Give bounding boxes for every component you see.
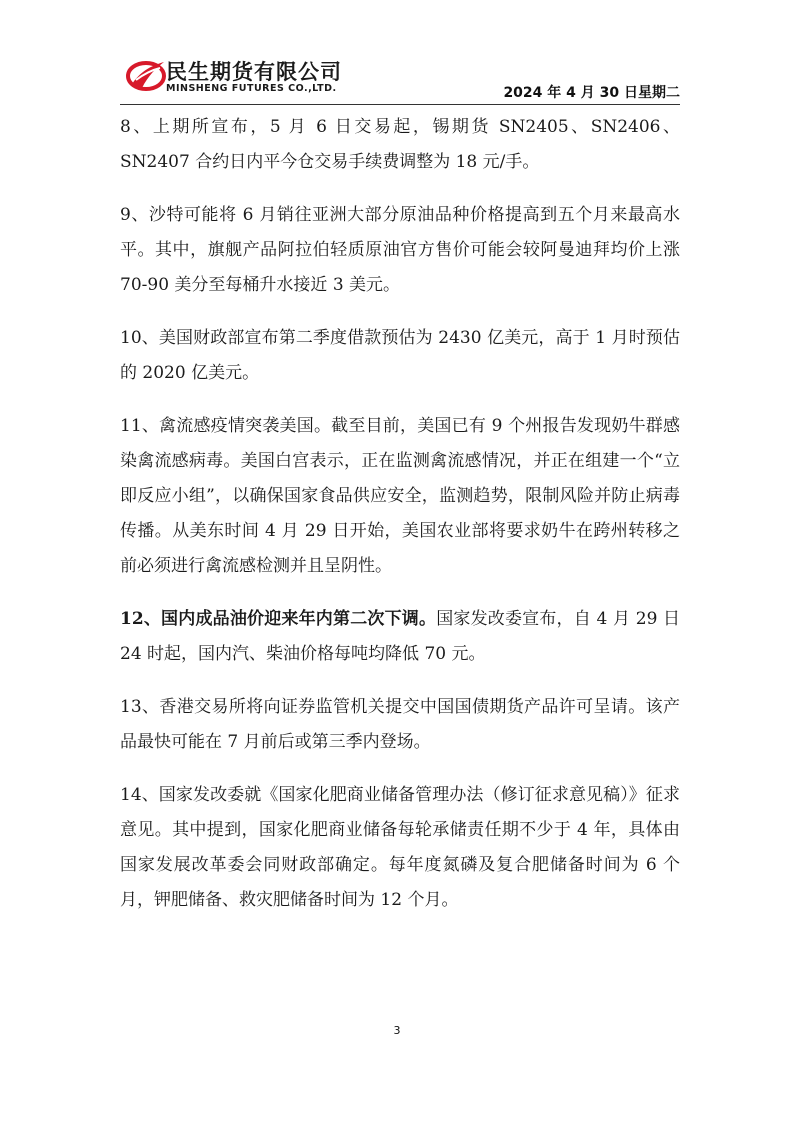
company-name-en: MINSHENG FUTURES CO.,LTD. bbox=[166, 83, 337, 94]
news-list bbox=[120, 110, 680, 936]
news-item-11 bbox=[120, 409, 680, 584]
news-item-13 bbox=[120, 690, 680, 760]
news-text: 13、香港交易所将向证券监管机关提交中国国债期货产品许可呈请。该产品最快可能在 7 月前后或第三季内登场。 bbox=[120, 697, 680, 752]
news-text: 10、美国财政部宣布第二季度借款预估为 2430 亿美元，高于 1 月时预估的 2020 亿美元。 bbox=[120, 328, 680, 383]
news-text: 14、国家发改委就《国家化肥商业储备管理办法（修订征求意见稿）》征求意见。其中提到，国家化肥商业储备每轮承储责任期不少于 4 年，具体由国家发展改革委会同财政部确定。每年度氮磷及复合肥储备时间为 6 个月，钾肥储备、救灾肥储备时间为 12 个月。 bbox=[120, 785, 680, 910]
report-date: 2024 年 4 月 30 日星期二 bbox=[503, 85, 680, 101]
page-number: 3 bbox=[393, 1024, 401, 1037]
page-header bbox=[120, 52, 680, 106]
news-text: 8、上期所宣布，5 月 6 日交易起，锡期货 SN2405、SN2406、SN2407 合约日内平今仓交易手续费调整为 18 元/手。 bbox=[120, 117, 680, 172]
company-name-cn: 民生期货有限公司 bbox=[166, 60, 342, 84]
news-item-14 bbox=[120, 778, 680, 918]
news-text: 国家发改委宣布，自 4 月 29 日 24 时起，国内汽、柴油价格每吨均降低 70 元。 bbox=[120, 609, 680, 664]
news-item-8 bbox=[120, 110, 680, 180]
news-item-9 bbox=[120, 198, 680, 303]
news-item-12 bbox=[120, 602, 680, 672]
news-item-10 bbox=[120, 321, 680, 391]
news-text: 11、禽流感疫情突袭美国。截至目前，美国已有 9 个州报告发现奶牛群感染禽流感病毒。美国白宫表示，正在监测禽流感情况，并正在组建一个“立即反应小组”，以确保国家食品供应安全，监测趋势，限制风险并防止病毒传播。从美东时间 4 月 29 日开始，美国农业部将要求奶牛在跨州转移之前必须进行禽流感检测并且呈阴性。 bbox=[120, 416, 680, 576]
news-headline: 12、国内成品油价迎来年内第二次下调。 bbox=[120, 609, 437, 629]
company-logo bbox=[120, 52, 380, 100]
minsheng-swoosh-logo-icon bbox=[126, 58, 166, 92]
news-text: 9、沙特可能将 6 月销往亚洲大部分原油品种价格提高到五个月来最高水平。其中，旗舰产品阿拉伯轻质原油官方售价可能会较阿曼迪拜均价上涨 70-90 美分至每桶升水接近 3 美元。 bbox=[120, 205, 680, 295]
header-divider bbox=[120, 104, 680, 105]
